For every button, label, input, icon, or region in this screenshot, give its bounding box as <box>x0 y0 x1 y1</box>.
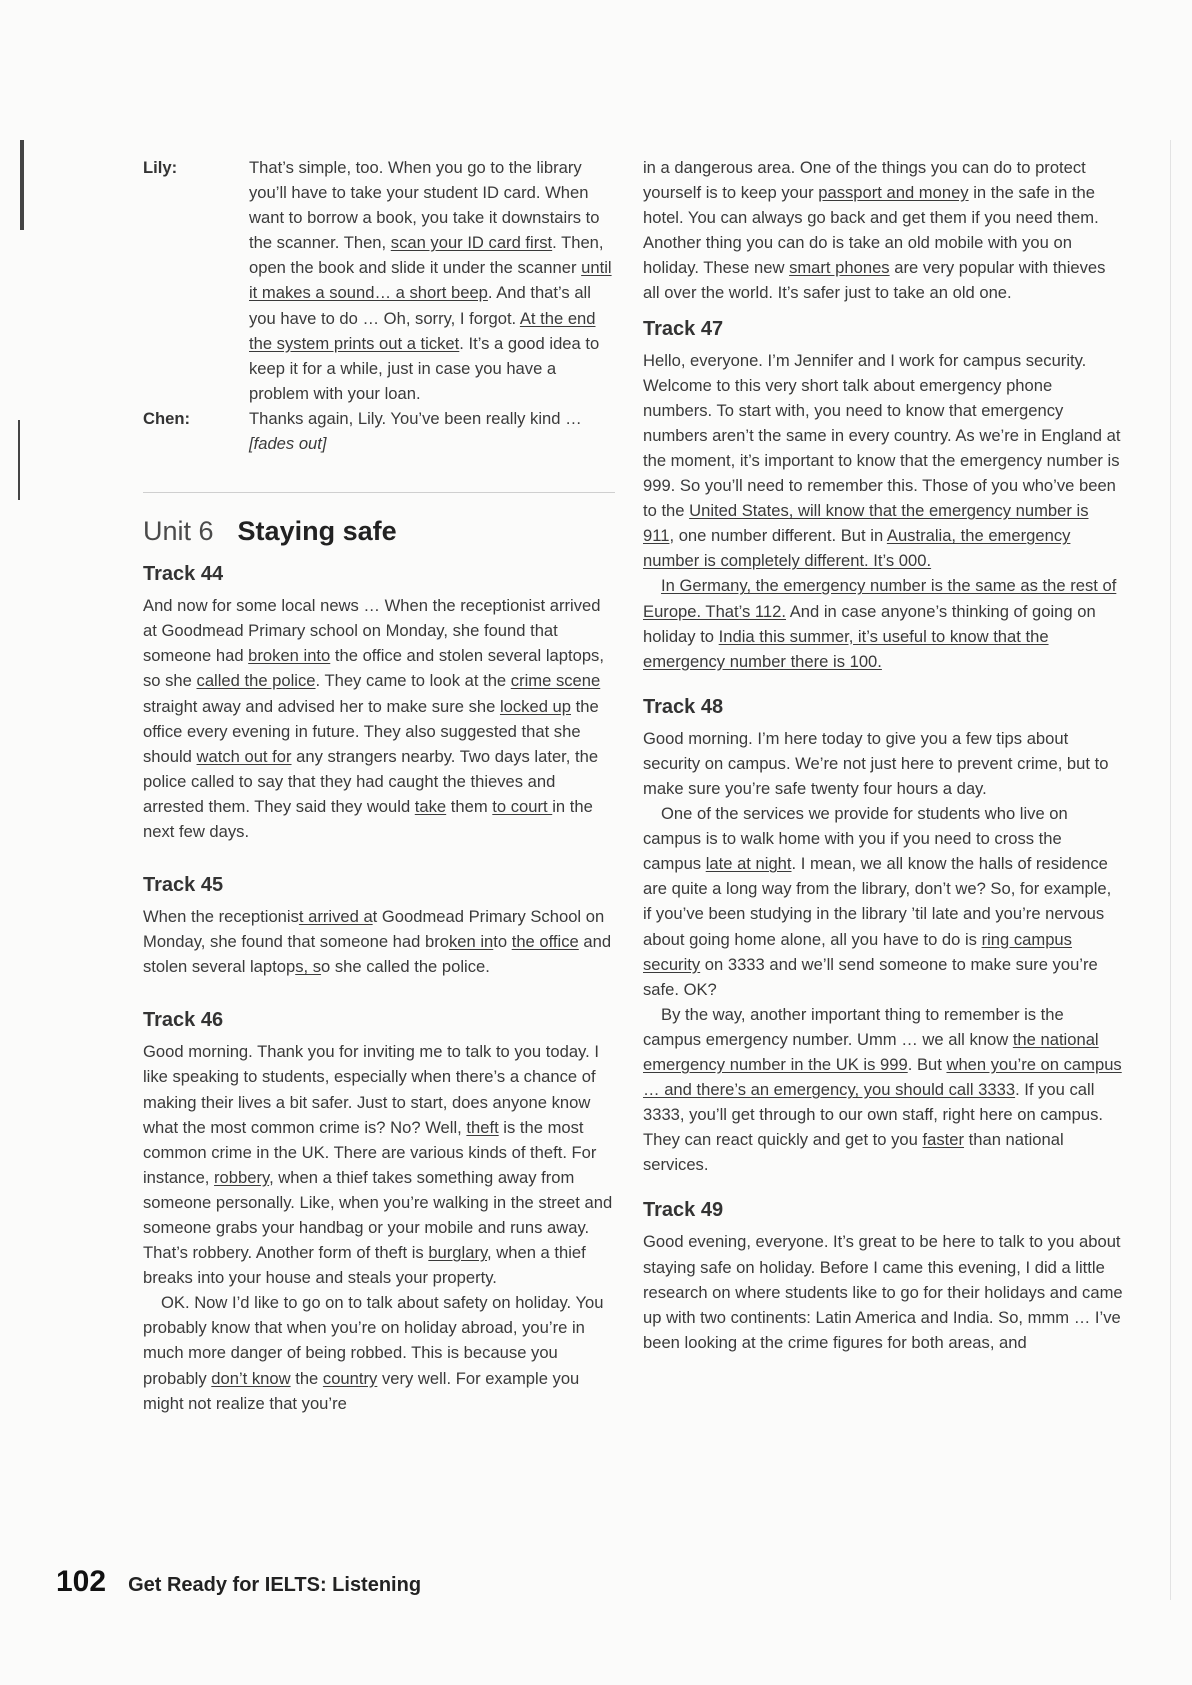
track-heading: Track 44 <box>143 563 224 586</box>
speaker-name: Lily: <box>143 158 178 177</box>
track-paragraph <box>643 801 1123 1002</box>
text-segment: the office and stolen several laptops, so she <box>143 646 604 691</box>
underlined-answer: watch out for <box>196 746 292 766</box>
track-paragraph <box>143 904 618 979</box>
text-segment: , when a thief breaks into your house and steals your property. <box>143 1243 586 1288</box>
underlined-answer: passport and money <box>818 183 969 203</box>
track-paragraph <box>143 1039 618 1290</box>
unit-title: Staying safe <box>237 516 397 547</box>
underlined-answer: theft <box>466 1117 499 1137</box>
text-segment: Good morning. Thank you for inviting me to talk to you today. I like speaking to students, especially when there’s a chance of making their lives a bit safer. Just to start, does anyone know what the most common crime is? No? Well, <box>143 1042 599 1137</box>
stage-direction: [fades out] <box>249 434 327 454</box>
text-segment: in a dangerous area. One of the things you can do to protect yourself is to keep your <box>643 158 1086 203</box>
underlined-answer: United States, will know that the emergency number is 911 <box>643 501 1089 546</box>
track-paragraph <box>643 726 1123 801</box>
text-segment: very well. For example you might not realize that you’re <box>143 1368 580 1413</box>
underlined-answer: Australia, the emergency number is completely different. It’s 000. <box>643 526 1071 571</box>
track-heading: Track 47 <box>643 317 724 340</box>
binding-mark-bottom <box>18 420 20 500</box>
left-column <box>143 155 618 1426</box>
track-heading: Track 49 <box>643 1199 724 1222</box>
text-segment: . I mean, we all know the halls of residence are quite a long way from the library, don’t we? So, for example, if you’ve been studying in the library ’til late and you’re nervous about going home alone, all you have to do is <box>643 854 1112 949</box>
dialogue-line <box>143 406 618 456</box>
underlined-answer: broken into <box>248 646 331 666</box>
track-paragraph <box>143 593 618 844</box>
text-segment: are very popular with thieves all over the world. It’s safer just to take an old one. <box>643 258 1106 303</box>
text-segment: Good evening, everyone. It’s great to be here to talk to you about staying safe on holiday. Before I came this evening, I did a little research on where students like to go for their holidays and came up with two continents: Latin America and India. So, mmm … I’ve been looking at the crime figures for both areas, and <box>643 1232 1123 1352</box>
text-segment: straight away and advised her to make sure she <box>143 696 500 716</box>
text-segment: One of the services we provide for students who live on campus is to walk home with you if you need to cross the campus <box>643 804 1068 874</box>
underlined-answer: called the police <box>196 671 316 691</box>
text-segment: That’s simple, too. When you go to the library you’ll have to take your student ID card. When want to borrow a book, you take it downstairs to the scanner. Then, <box>249 158 600 253</box>
text-segment: . Then, open the book and slide it under the scanner <box>249 233 604 278</box>
underlined-answer: t arrived a <box>298 907 373 927</box>
text-segment: the <box>290 1368 323 1388</box>
track-heading: Track 45 <box>143 874 224 897</box>
text-segment: OK. Now I’d like to go on to talk about safety on holiday. You probably know that when you’re on holiday abroad, you’re in much more danger of being robbed. This is because you probably <box>143 1293 604 1388</box>
underlined-answer: ring campus security <box>643 929 1072 974</box>
text-segment: . It’s a good idea to keep it for a while, just in case you have a problem with your loan. <box>249 333 600 403</box>
page-number: 102 <box>56 1565 107 1598</box>
underlined-answer: locked up <box>499 696 572 716</box>
track-paragraph <box>643 1002 1123 1178</box>
underlined-answer: At the end the system prints out a ticket <box>249 308 596 353</box>
dialogue <box>143 155 618 456</box>
track-heading: Track 48 <box>643 695 724 718</box>
track-paragraph <box>643 1229 1123 1354</box>
right-tracks <box>643 316 1123 1373</box>
speaker-name: Chen: <box>143 408 191 428</box>
underlined-answer: scan your ID card first <box>390 233 553 253</box>
underlined-answer: the office <box>511 932 579 952</box>
underlined-answer: India this summer, it’s useful to know that the emergency number there is 100. <box>643 626 1049 671</box>
text-segment: . But <box>907 1055 947 1074</box>
track-paragraph <box>643 348 1123 574</box>
text-segment: . They came to look at the <box>315 671 511 691</box>
text-segment: o she called the police. <box>321 957 490 977</box>
underlined-answer: faster <box>922 1130 965 1150</box>
underlined-answer: don’t know <box>211 1368 291 1388</box>
text-segment: By the way, another important thing to remember is the campus emergency number. Umm … we all know <box>643 1004 1064 1049</box>
text-segment: Hello, everyone. I’m Jennifer and I work for campus security. Welcome to this very short talk about emergency phone numbers. To start with, you need to know that emergency numbers aren’t the same in every country. As we’re in England at the moment, it’s important to know that the emergency number is 999. So you’ll need to remember this. Those of you who’ve been to the <box>643 350 1121 521</box>
text-segment: . If you call 3333, you’ll get through to our own staff, right here on campus. They can react quickly and get to you <box>643 1080 1103 1150</box>
underlined-answer: In Germany, the emergency number is the same as the rest of Europe. That’s 112. <box>643 576 1117 621</box>
underlined-answer: until it makes a sound… a short beep <box>249 258 612 303</box>
book-title: Get Ready for IELTS: Listening <box>128 1574 422 1596</box>
text-segment: them <box>446 796 493 816</box>
text-segment: , one number different. But in <box>669 526 887 546</box>
underlined-answer: ken in <box>448 932 494 952</box>
text-segment: on 3333 and we’ll send someone to make sure you’re safe. OK? <box>643 954 1098 999</box>
speech-text <box>249 406 618 456</box>
text-segment: and stolen several laptop <box>143 932 612 977</box>
underlined-answer: when you’re on campus … and there’s an emergency, you should call 3333 <box>643 1055 1122 1100</box>
continued-paragraph <box>643 155 1123 306</box>
underlined-answer: to court <box>492 796 553 816</box>
text-segment: . And that’s all you have to do … Oh, sorry, I forgot. <box>249 283 591 328</box>
track-heading: Track 46 <box>143 1009 224 1032</box>
underlined-answer: robbery <box>214 1167 270 1187</box>
underlined-answer: late at night <box>705 854 792 874</box>
speech-text <box>249 155 618 406</box>
track-paragraph <box>643 573 1123 673</box>
underlined-answer: take <box>414 796 447 816</box>
text-segment: in the safe in the hotel. You can always go back and get them if you need them. Another thing you can do is take an old mobile with you on holiday. These new <box>643 183 1099 278</box>
track-paragraph <box>143 1290 618 1415</box>
page-edge-line <box>1170 140 1171 1600</box>
right-column <box>643 155 1123 1373</box>
unit-number: Unit 6 <box>143 516 214 547</box>
text-segment: Thanks again, Lily. You’ve been really kind … <box>249 408 582 428</box>
text-segment: And in case anyone’s thinking of going on holiday to <box>643 601 1096 646</box>
text-segment: is the most common crime in the UK. There are various kinds of theft. For instance, <box>143 1117 597 1187</box>
text-segment: in the next few days. <box>143 796 593 841</box>
text-segment: than national services. <box>643 1130 1064 1175</box>
underlined-answer: s, s <box>295 957 322 977</box>
unit-heading <box>143 513 618 549</box>
section-divider <box>143 492 615 493</box>
page-footer <box>56 1565 421 1599</box>
text-segment: the office every evening in future. They also suggested that she should <box>143 696 599 766</box>
dialogue-line <box>143 155 618 406</box>
text-segment: , when a thief takes something away from someone personally. Like, when you’re walking in the street and someone grabs your handbag or your mobile and runs away. That’s robbery. Another form of theft is <box>143 1167 613 1263</box>
underlined-answer: smart phones <box>789 258 890 278</box>
text-segment: When the receptionis <box>143 907 299 927</box>
text-segment: Good morning. I’m here today to give you a few tips about security on campus. We’re not just here to prevent crime, but to make sure you’re safe twenty four hours a day. <box>643 728 1109 798</box>
left-tracks <box>143 561 618 1426</box>
underlined-answer: burglary <box>428 1243 488 1263</box>
underlined-answer: crime scene <box>510 671 601 691</box>
text-segment: t Goodmead Primary School on Monday, she found that someone had bro <box>143 907 605 952</box>
text-segment: to <box>493 932 512 952</box>
underlined-answer: country <box>322 1368 378 1388</box>
binding-mark-top <box>20 140 24 230</box>
text-segment: And now for some local news … When the receptionist arrived at Goodmead Primary school on Monday, she found that someone had <box>143 596 601 666</box>
text-segment: any strangers nearby. Two days later, the police called to say that they had caught the thieves and arrested them. They said they would <box>143 746 599 816</box>
underlined-answer: the national emergency number in the UK is 999 <box>643 1029 1099 1074</box>
